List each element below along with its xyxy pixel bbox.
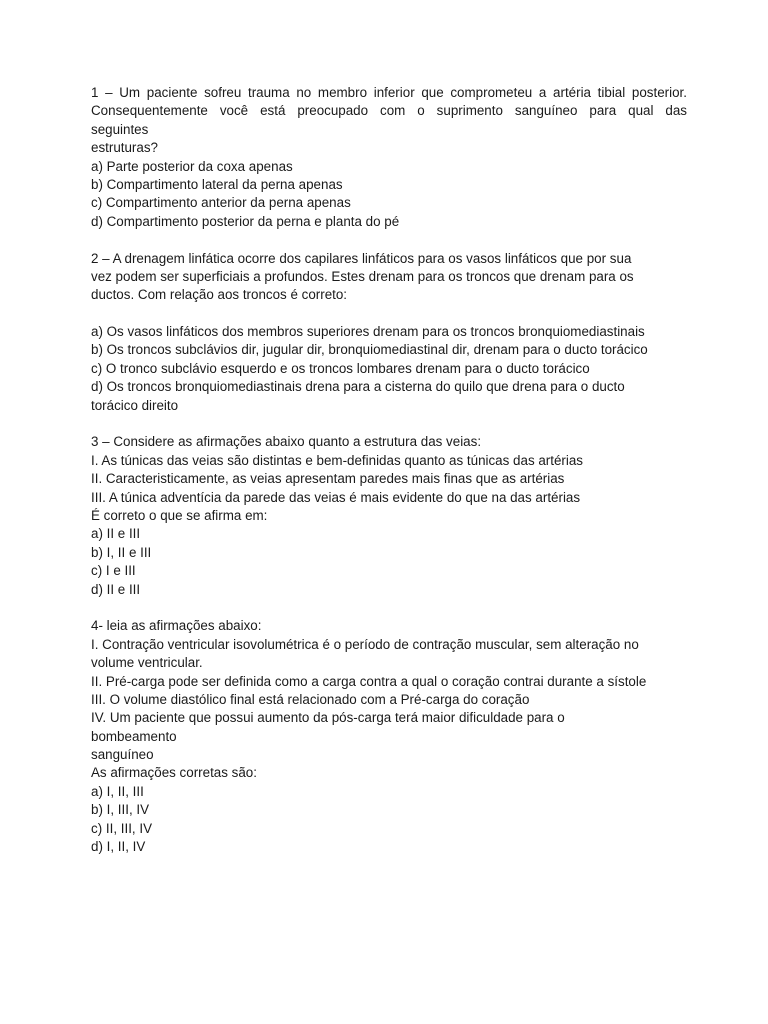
question-1-option-a: a) Parte posterior da coxa apenas (91, 158, 293, 174)
question-4-statement: bombeamento (91, 728, 177, 744)
document-page (91, 84, 687, 856)
question-3-option-d: d) II e III (91, 581, 141, 597)
question-3-option-c: c) I e III (91, 563, 136, 579)
question-1-stem-line: Consequentemente você está preocupado com o suprimento sanguíneo para qual das (91, 103, 687, 119)
question-3-stem-line: 3 – Considere as afirmações abaixo quanto a estrutura das veias: (91, 434, 482, 450)
question-2-option-c: c) O tronco subclávio esquerdo e os troncos lombares drenam para o ducto torácico (91, 360, 590, 376)
question-3 (91, 433, 687, 599)
question-4-option-d: d) I, II, IV (91, 839, 146, 855)
question-1-stem-line: 1 – Um paciente sofreu trauma no membro inferior que comprometeu a artéria tibial posterior. (91, 85, 687, 100)
question-1-stem-line: estruturas? (91, 140, 158, 156)
question-4 (91, 617, 687, 856)
question-4-prompt: As afirmações corretas são: (91, 765, 257, 781)
question-2 (91, 250, 687, 416)
spacer (91, 415, 687, 433)
question-3-statement: II. Caracteristicamente, as veias apresentam paredes mais finas que as artérias (91, 471, 565, 487)
question-3-option-b: b) I, II e III (91, 544, 152, 560)
question-4-option-a: a) I, II, III (91, 783, 144, 799)
question-3-prompt: É correto o que se afirma em: (91, 507, 268, 523)
question-4-statement: II. Pré-carga pode ser definida como a carga contra a qual o coração contrai durante a sístole (91, 673, 647, 689)
question-3-statement: III. A túnica adventícia da parede das veias é mais evidente do que na das artérias (91, 489, 581, 505)
question-1-option-b: b) Compartimento lateral da perna apenas (91, 176, 343, 192)
spacer (91, 599, 687, 617)
question-4-option-c: c) II, III, IV (91, 820, 153, 836)
question-2-stem-line: 2 – A drenagem linfática ocorre dos capilares linfáticos para os vasos linfáticos que por sua (91, 250, 632, 266)
question-4-option-b: b) I, III, IV (91, 802, 150, 818)
question-4-statement: sanguíneo (91, 747, 154, 763)
question-2-stem-line: vez podem ser superficiais a profundos. Estes drenam para os troncos que drenam para os (91, 268, 634, 284)
question-4-statement: IV. Um paciente que possui aumento da pós-carga terá maior dificuldade para o (91, 710, 565, 726)
question-3-statement: I. As túnicas das veias são distintas e bem-definidas quanto as túnicas das artérias (91, 452, 584, 468)
spacer (91, 231, 687, 249)
question-4-statement: III. O volume diastólico final está relacionado com a Pré-carga do coração (91, 691, 530, 707)
question-2-stem-line: ductos. Com relação aos troncos é correto: (91, 287, 348, 303)
question-4-statement: I. Contração ventricular isovolumétrica é o período de contração muscular, sem alteração no (91, 636, 639, 652)
question-1-option-c: c) Compartimento anterior da perna apenas (91, 195, 351, 211)
question-2-option-a: a) Os vasos linfáticos dos membros superiores drenam para os troncos bronquiomediastinais (91, 324, 645, 340)
question-2-option-d-continued: torácico direito (91, 397, 179, 413)
question-1-option-d: d) Compartimento posterior da perna e planta do pé (91, 213, 400, 229)
question-4-stem-line: 4- leia as afirmações abaixo: (91, 618, 262, 634)
question-3-option-a: a) II e III (91, 526, 141, 542)
question-4-statement: volume ventricular. (91, 655, 203, 671)
spacer (91, 305, 687, 323)
question-2-option-b: b) Os troncos subclávios dir, jugular dir, bronquiomediastinal dir, drenam para o ducto torácico (91, 342, 648, 358)
question-1-stem-line: seguintes (91, 121, 149, 137)
question-1 (91, 84, 687, 231)
question-2-option-d: d) Os troncos bronquiomediastinais drena para a cisterna do quilo que drena para o ducto (91, 379, 625, 395)
